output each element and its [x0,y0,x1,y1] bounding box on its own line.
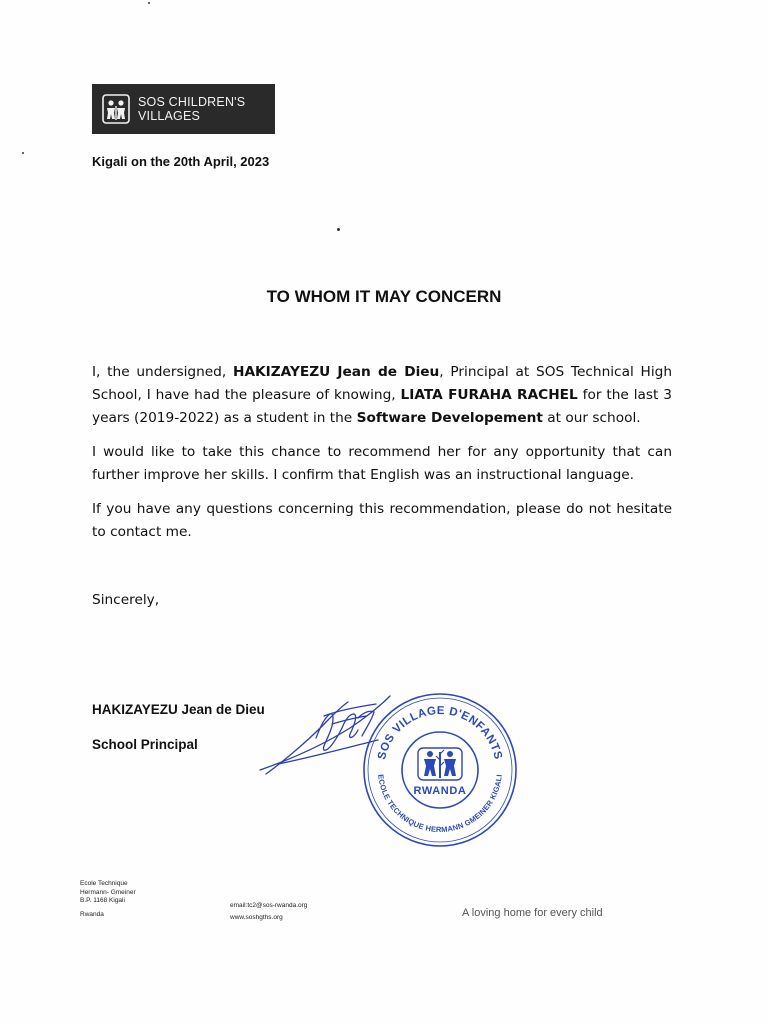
scan-speck [22,152,24,154]
paragraph-1 [92,361,672,430]
sos-childrens-villages-logo [92,84,275,134]
logo-line-2: VILLAGES [138,109,201,123]
p1-text-2: , Principal at SOS Technical High School, I have had the pleasure of knowing, [92,364,672,403]
address-line-3: B.P. 1168 Kigali [80,897,125,904]
address-line-1: Ecole Technique [80,880,128,887]
footer-address [80,880,136,919]
signatory-title: School Principal [92,737,198,752]
paragraph-3: If you have any questions concerning this recommendation, please do not hesitate to contact me. [92,501,672,540]
svg-text:ECOLE TECHNIQUE HERMANN GMEINE [376,774,504,834]
p1-text-4: at our school. [542,410,641,426]
logo-line-1: SOS CHILDREN'S [138,95,246,109]
logo-wordmark [138,95,245,123]
stamp-center-text: RWANDA [413,785,467,797]
scan-speck [337,228,340,231]
sos-children-emblem-icon [102,94,130,124]
letter-body [92,361,672,555]
p1-text-1: I, the undersigned, [92,364,233,380]
closing-text: Sincerely, [92,592,160,608]
letter-heading: TO WHOM IT MAY CONCERN [266,287,502,306]
footer-tagline: A loving home for every child [462,907,603,919]
stamp-emblem-icon [418,748,462,780]
footer-website: www.soshgths.org [230,914,283,921]
principal-name-bold: HAKIZAYEZU Jean de Dieu [232,364,440,380]
letter-date: Kigali on the 20th April, 2023 [92,154,270,169]
stamp-bottom-text: ECOLE TECHNIQUE HERMANN GMEINER KIGALI [376,773,504,835]
p1-text-3: for the last 3 years (2019-2022) as a student in the [92,387,673,426]
footer-contact [230,900,307,924]
signatory-name: HAKIZAYEZU Jean de Dieu [92,702,265,717]
paragraph-2: I would like to take this chance to recommend her for any opportunity that can further improve her skills. I confirm that English was an instructional language. [92,444,672,483]
school-stamp [360,690,520,850]
address-line-2: Hermann- Gmeiner [80,888,136,896]
stamp-top-text: SOS VILLAGE D'ENFANTS [375,704,505,761]
scan-speck [148,2,150,4]
program-name-bold: Software Developement [356,410,543,426]
address-line-4: Rwanda [80,910,104,918]
footer-email: email:tc2@sos-rwanda.org [230,902,308,909]
student-name-bold: LIATA FURAHA RACHEL [400,387,578,403]
